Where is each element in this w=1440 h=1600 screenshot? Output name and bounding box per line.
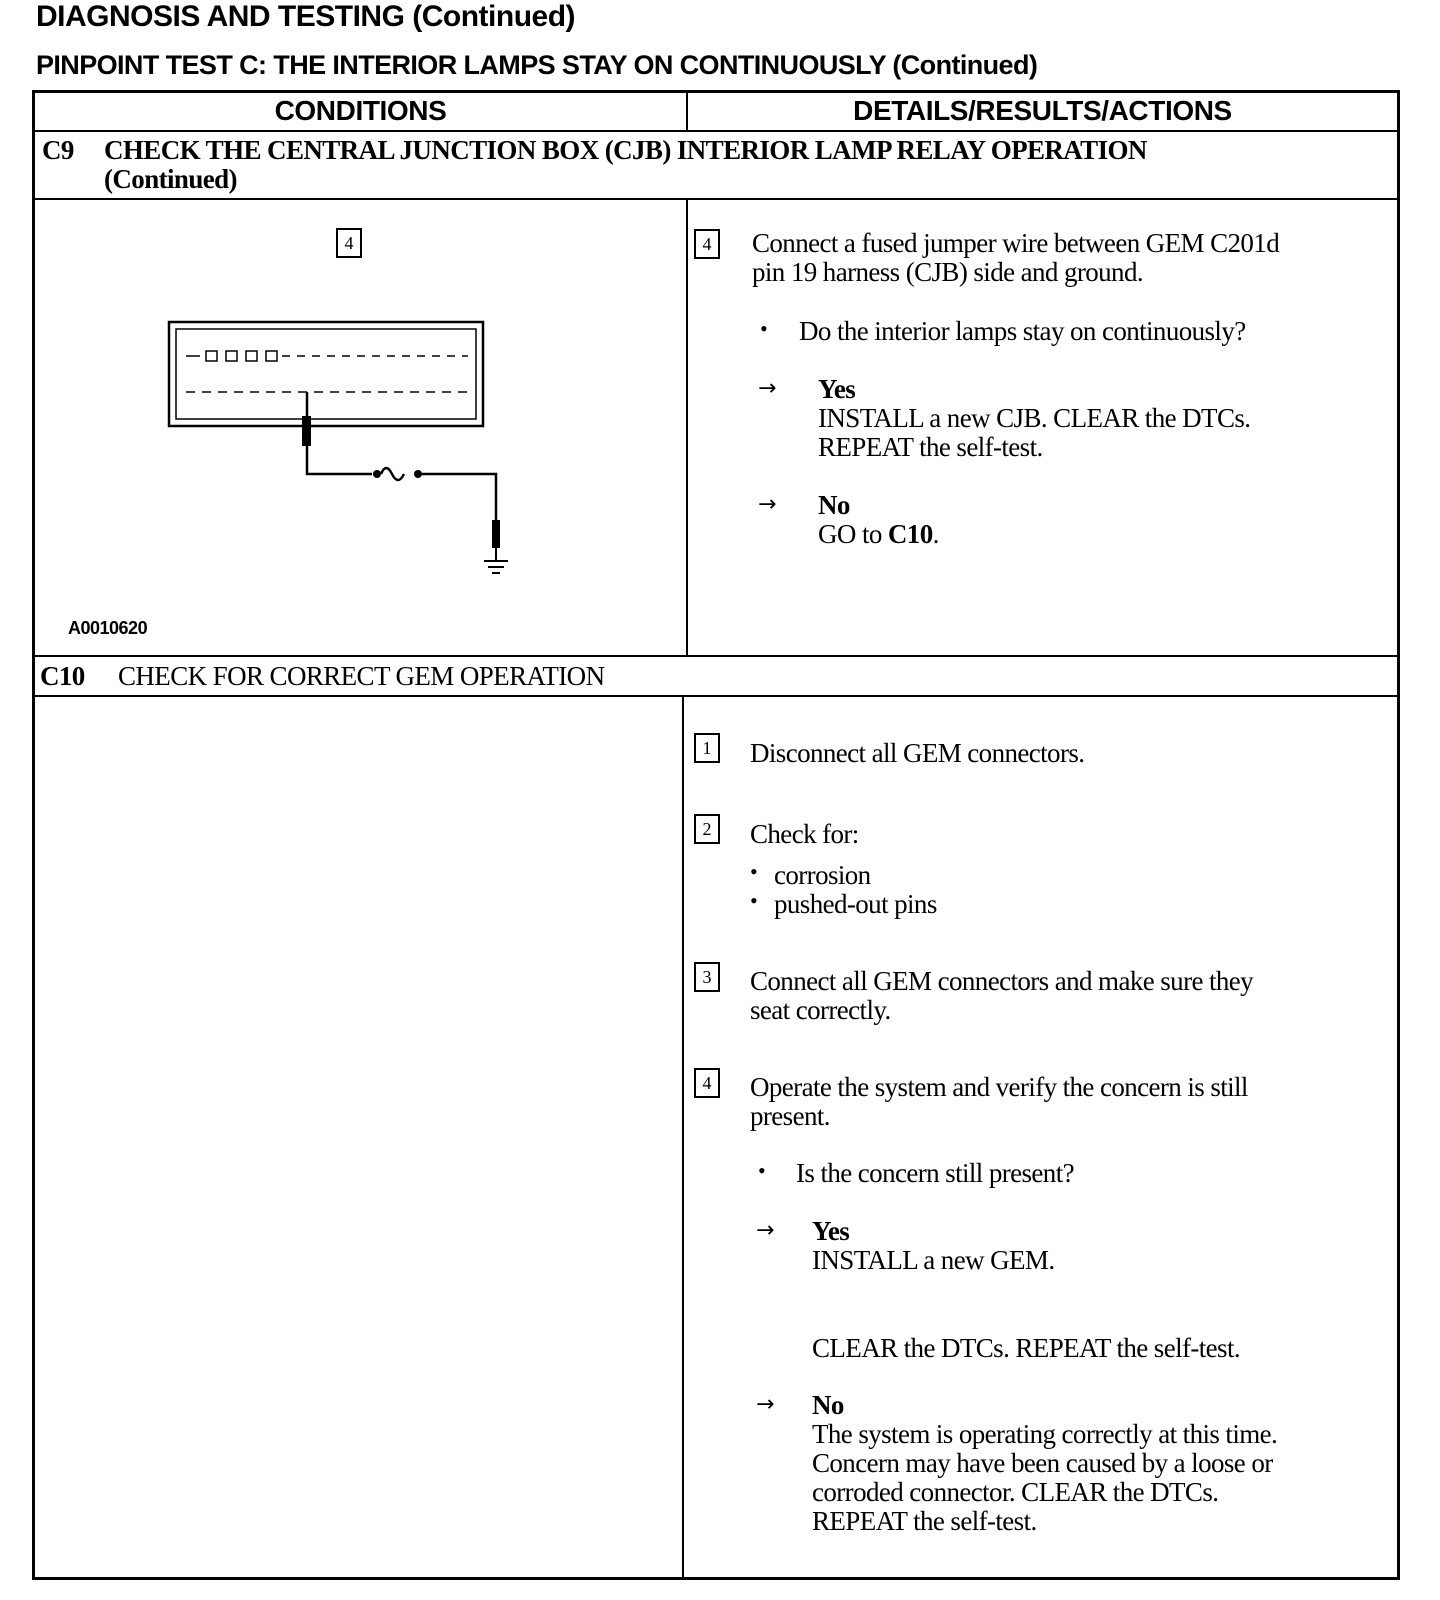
bullet-icon: • [758, 1158, 766, 1183]
jumper-probe [302, 416, 311, 446]
c10-step1: Disconnect all GEM connectors. [750, 738, 1085, 768]
table-border-left [32, 90, 35, 1580]
c10-top-divider [32, 655, 1400, 657]
c10-step4-line2: present. [750, 1101, 830, 1131]
c10-title-divider [32, 695, 1400, 697]
c10-no-line: REPEAT the self-test. [812, 1506, 1037, 1536]
bullet-icon: • [750, 859, 758, 884]
c10-step4 [750, 1073, 1248, 1131]
c9-title [104, 136, 1147, 194]
c10-step3-line2: seat correctly. [750, 995, 891, 1025]
c10-step2-box: 2 [694, 814, 720, 844]
pinpoint-test-title: PINPOINT TEST C: THE INTERIOR LAMPS STAY ON CONTINUOUSLY (Continued) [36, 50, 1038, 80]
c9-yes-label: Yes [818, 374, 856, 404]
c10-question: Is the concern still present? [796, 1158, 1074, 1188]
c10-no-label: No [812, 1390, 844, 1420]
c9-title-line1: CHECK THE CENTRAL JUNCTION BOX (CJB) INTERIOR LAMP RELAY OPERATION [104, 135, 1147, 165]
c10-yes-label: Yes [812, 1216, 850, 1246]
c10-step3-box: 3 [694, 962, 720, 992]
c9-question: Do the interior lamps stay on continuously? [799, 316, 1246, 346]
c10-yes-block [812, 1217, 1054, 1275]
bullet-icon: • [750, 888, 758, 913]
c10-step1-box: 1 [694, 733, 720, 763]
c10-no-block [812, 1391, 1277, 1536]
c9-no-action [818, 520, 939, 549]
c9-step-id: C9 [42, 135, 74, 165]
bullet-icon: • [760, 316, 768, 341]
page-title: DIAGNOSIS AND TESTING (Continued) [36, 0, 576, 33]
arrow-right-icon: → [756, 1392, 775, 1417]
arrow-right-icon: → [758, 492, 777, 517]
c9-title-divider [32, 198, 1400, 200]
fuse-symbol [381, 468, 404, 480]
c10-step3 [750, 967, 1253, 1025]
connector-outer [169, 322, 483, 426]
c9-step4-line2: pin 19 harness (CJB) side and ground. [752, 257, 1144, 287]
c10-yes-line2: CLEAR the DTCs. REPEAT the self-test. [812, 1333, 1241, 1363]
c9-step4-box: 4 [694, 229, 720, 259]
figure-id: A0010620 [68, 618, 148, 638]
c10-yes-line1: INSTALL a new GEM. [812, 1245, 1055, 1275]
c9-no-prefix: GO to [818, 519, 888, 549]
ground-probe [492, 520, 500, 548]
jumper-wire [307, 444, 372, 474]
figure-step-box: 4 [336, 228, 362, 258]
jumper-wire-diagram [162, 316, 522, 586]
c9-yes-line2: REPEAT the self-test. [818, 432, 1043, 462]
c9-no-label: No [818, 490, 850, 520]
pinpoint-test-table [32, 90, 1400, 1580]
c9-no-target: C10 [887, 519, 933, 549]
c9-step4-line1: Connect a fused jumper wire between GEM C201d [752, 228, 1280, 258]
details-header: DETAILS/RESULTS/ACTIONS [853, 95, 1232, 126]
c10-no-line: corroded connector. CLEAR the DTCs. [812, 1477, 1219, 1507]
table-border-right [1397, 90, 1400, 1580]
arrow-right-icon: → [756, 1218, 775, 1243]
c9-yes-line1: INSTALL a new CJB. CLEAR the DTCs. [818, 403, 1251, 433]
c10-step2-item: corrosion [774, 860, 871, 890]
c10-step-id: C10 [40, 661, 85, 691]
arrow-right-icon: → [758, 376, 777, 401]
table-border-bottom [32, 1577, 1400, 1580]
c10-step2-item: pushed-out pins [774, 889, 937, 919]
c9-title-line2: (Continued) [104, 164, 237, 194]
c9-no-suffix: . [932, 519, 939, 549]
column-divider-c9 [686, 198, 688, 657]
c9-step4-text [752, 229, 1279, 287]
c9-no-block [818, 491, 939, 549]
c10-title: CHECK FOR CORRECT GEM OPERATION [118, 661, 605, 691]
column-divider-c10 [682, 695, 684, 1580]
c9-yes-block [818, 375, 1250, 462]
c10-step4-line1: Operate the system and verify the concern is still [750, 1072, 1248, 1102]
connector-inner [176, 329, 476, 419]
c10-step2: Check for: [750, 819, 859, 849]
c10-no-line: Concern may have been caused by a loose or [812, 1448, 1273, 1478]
c10-no-line: The system is operating correctly at this time. [812, 1419, 1278, 1449]
header-divider [32, 130, 1400, 132]
c10-step3-line1: Connect all GEM connectors and make sure they [750, 966, 1254, 996]
c10-step4-box: 4 [694, 1068, 720, 1098]
conditions-header: CONDITIONS [274, 95, 447, 126]
